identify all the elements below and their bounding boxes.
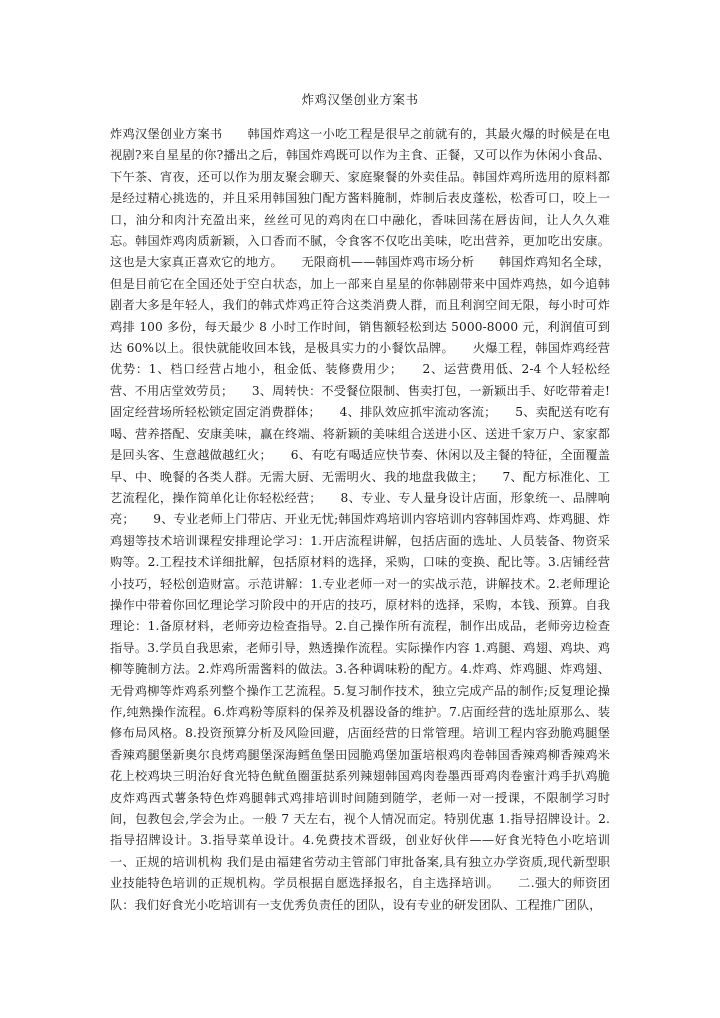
document-title: 炸鸡汉堡创业方案书: [301, 92, 419, 107]
document-body-text: 炸鸡汉堡创业方案书 韩国炸鸡这一小吃工程是很早之前就有的，其最火爆的时候是在电视剧?来自星星的你?播出之后，韩国炸鸡既可以作为主食、正餐，又可以作为休闲小食品、下午茶、宵夜，还可以作为朋友聚会聊天、家庭聚餐的外卖佳品。韩国炸鸡所选用的原料都是经过精心挑选的，并且采用韩国独门配方酱料腌制，炸制后表皮蓬松，松香可口，咬上一口，油分和肉汁充盈出来，丝丝可见的鸡肉在口中融化，香味回荡在唇齿间，让人久久难忘。韩国炸鸡肉质新颖，入口香而不腻，令食客不仅吃出美味，吃出营养，更加吃出安康。这也是大家真正喜欢它的地方。 无限商机——韩国炸鸡市场分析 韩国炸鸡知名全球，但是目前它在全国还处于空白状态，加上一部来自星星的你韩剧带来中国炸鸡热，如今追韩剧者大多是年轻人，我们的韩式炸鸡正符合这类消费人群，而且利润空间无限，每小时可炸鸡排 100 多份，每天最少 8 小时工作时间，销售额轻松到达 5000-8000 元，利润值可到达 60%以上。很快就能收回本钱，是极具实力的小餐饮品牌。 火爆工程，韩国炸鸡经营优势：1、档口经营占地小，租金低、装修费用少； 2、运营费用低、2-4 个人轻松经营、不用店堂效劳员； 3、周转快：不受餐位限制、售卖打包，一新颖出手、好吃带着走!固定经营场所轻松锁定固定消费群体； 4、排队效应抓牢流动客流； 5、卖配送有吃有喝、营养搭配、安康美味，赢在终端、将新颖的美味组合送进小区、送进千家万户、家家都是回头客、生意越做越红火； 6、有吃有喝适应快节奏、休闲以及主餐的特征，全面覆盖早、中、晚餐的各类人群。无需大厨、无需明火、我的地盘我做主； 7、配方标准化、工艺流程化，操作简单化让你轻松经营； 8、专业、专人量身设计店面，形象统一、品牌响亮； 9、专业老师上门带店、开业无忧;韩国炸鸡培训内容培训内容韩国炸鸡、炸鸡腿、炸鸡翅等技术培训课程安排理论学习：1.开店流程讲解，包括店面的选址、人员装备、物资采购等。2.工程技术详细批解，包括原材料的选择，采购，口味的变换、配比等。3.店铺经营小技巧，轻松创造财富。示范讲解：1.专业老师一对一的实战示范，讲解技术。2.老师理论操作中带着你回忆理论学习阶段中的开店的技巧，原材料的选择，采购，本钱、预算。自我理论：1.备原材料，老师旁边检查指导。2.自己操作所有流程，制作出成品，老师旁边检查指导。3.学员自我思索，老师引导，熟透操作流程。实际操作内容 1.鸡腿、鸡翅、鸡块、鸡柳等腌制方法。2.炸鸡所需酱料的做法。3.各种调味粉的配方。4.炸鸡、炸鸡腿、炸鸡翅、无骨鸡柳等炸鸡系列整个操作工艺流程。5.复习制作技术，独立完成产品的制作;反复理论操作,纯熟操作流程。6.炸鸡粉等原料的保养及机器设备的维护。7.店面经营的选址原那么、装修布局风格。8.投资预算分析及风险回避，店面经营的日常管理。培训工程内容劲脆鸡腿堡香辣鸡腿堡新奥尔良烤鸡腿堡深海鳕鱼堡田园脆鸡堡加蛋培根鸡肉卷韩国香辣鸡柳香辣鸡米花上校鸡块三明治好食光特色鱿鱼圈蛋挞系列辣翅韩国鸡肉卷墨西哥鸡肉卷蜜汁鸡手扒鸡脆皮炸鸡西式薯条特色炸鸡腿韩式鸡排培训时间随到随学，老师一对一授课，不限制学习时间，包教包会,学会为止。一般 7 天左右，视个人情况而定。特别优惠 1.指导招牌设计。2.指导招牌设计。3.指导菜单设计。4.免费技术晋级，创业好伙伴——好食光特色小吃培训 一、正规的培训机构 我们是由福建省劳动主管部门审批备案,具有独立办学资质,现代新型职业技能特色培训的正规机构。学员根据自愿选择报名，自主选择培训。 二.强大的师资团队：我们好食光小吃培训有一支优秀负责任的团队，设有专业的研发团队、工程推广团队，: [110, 127, 635, 912]
